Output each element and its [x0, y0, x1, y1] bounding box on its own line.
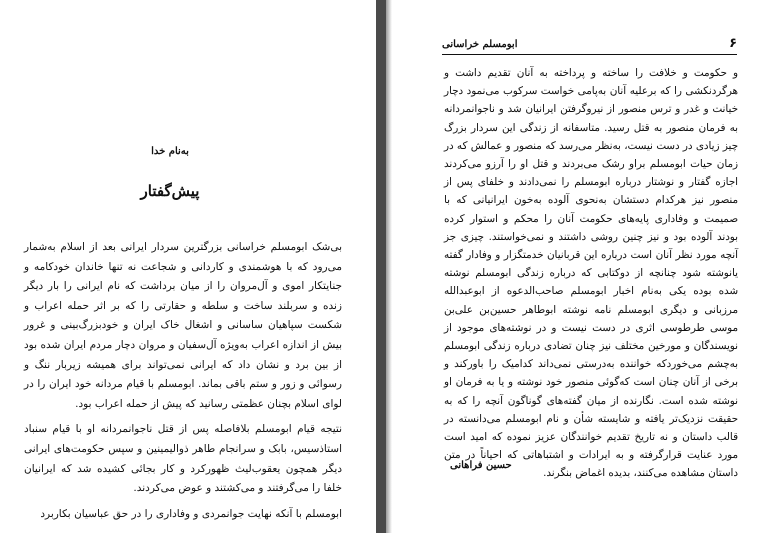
left-paragraph-1: بی‌شک ابومسلم خراسانی بزرگترین سردار ایرانی بعد از اسلام به‌شمار می‌رود که با هوشمندی و کاردانی و شجاعت نه تنها خاندان خودکامه و جنایتکار اموی و آل‌مروان را از میان برداشت که نام ایرانی را بار دیگر زنده و سربلند ساخت و سلطه و حقارتی را که بر اثر حمله اعراب و شکست سپاهیان ساسانی و اشغال خاک ایران و خودبزرگ‌بینی و غرور بیش از اندازه اعراب به‌ویژه آل‌سفیان و مروان دچار مردم ایران شده بود از بین برد و نشان داد که ایرانی نمی‌تواند برای همیشه زیربار ننگ و رسوائی و زور و ستم باقی بماند. ابومسلم با قیام مردانه خود ایران را در لوای اسلام بچنان عظمتی رسانید که پیش از حمله اعراب بود. — [24, 241, 342, 410]
running-head — [442, 36, 737, 55]
book-gutter — [376, 0, 386, 533]
left-page-body — [24, 238, 342, 530]
foreword-title: پیش‌گفتار — [140, 182, 200, 200]
right-paragraph-1: و حکومت و خلافت را ساخته و پرداخته به آنان تقدیم داشت و هرگردنکشی را که برعلیه آنان به‌پامی خواست سرکوب می‌نمود دچار خیانت و غدر و ترس منصور از نیروگرفتن ایرانیان شد و ناجوانمردانه به فرمان منصور به قتل رسید. متاسفانه از زندگی این سردار بزرگ چیز زیادی در دست نیست، به‌نظر می‌رسد که منصور و عمالش که در زمان حیات ابومسلم براو رشک می‌بردند و قتل او را آرزو می‌کردند اجازه گفتار و نوشتار درباره ابومسلم را نمی‌دادند و خلفای پس از منصور نیز هرکدام دستشان به‌نحوی آلوده به‌خون ایرانیانی که با صمیمت و وفاداری پایه‌های حکومت آنان را محکم و استوار کرده بودند آلوده بود و نیز چنین روشی داشتند و نمی‌خواستند. چیزی جز آنچه مورد نظر آنان است درباره این قربانیان خدمتگزار و وفادار گفته یانوشته شود چنانچه از دوکتابی که درباره زندگی ابومسلم نوشته شده بوده یکی به‌نام اخبار ابومسلم صاحب‌الدعوه از ابوعبدالله مرزبانی و دیگری ابومسلم نامه نوشته ابوطاهر حسین‌بن علی‌بن موسی طرطوسی اثری در دست نیست و در نوشته‌های موجود از نویسندگان و مورخین مختلف نیز چنان تضادی درباره زندگی ابومسلم به‌چشم می‌خوردکه خواننده به‌درستی نمی‌داند کدامیک را باورکند و برخی از آنان چنان است که‌گوئی منصور خود نوشته و یا به فرمان او نوشته شده است. نگارنده از میان گفته‌های گوناگون آنچه را که به حقیقت نزدیک‌تر یافته و شایسته شأن و نام ابومسلم می‌دانسته در قالب داستان و نه تاریخ تقدیم خوانندگان عزیز نموده که امید است مورد عنایت قرارگرفته و به ایرادات و اشتباهاتی که احیاناً در متن داستان مشاهده می‌کنند، بدیده اغماض بنگرند. — [444, 67, 738, 480]
left-paragraph-2: نتیجه قیام ابومسلم بلافاصله پس از قتل ناجوانمردانه او با قیام سنباد استاذسیس، بابک و سرانجام طاهر ذوالیمینین و سپس حکومت‌های ایرانی دیگر همچون یعقوب‌لیث ظهورکرد و کار بجائی کشیده شد که ایرانیان خلفا را می‌گرفتند و می‌کشتند و عوض می‌کردند. — [24, 423, 342, 495]
right-page — [392, 0, 768, 533]
running-title: ابومسلم خراسانی — [442, 39, 518, 50]
left-page — [0, 0, 376, 533]
page-number: ۶ — [729, 36, 737, 51]
right-page-body — [444, 64, 738, 483]
left-paragraph-3: ابومسلم با آنکه نهایت جوانمردی و وفاداری را در حق عباسیان بکاربرد — [40, 507, 342, 520]
basmala-heading: به‌نام خدا — [151, 146, 189, 157]
author-signature: حسین فراهانی — [450, 460, 512, 471]
